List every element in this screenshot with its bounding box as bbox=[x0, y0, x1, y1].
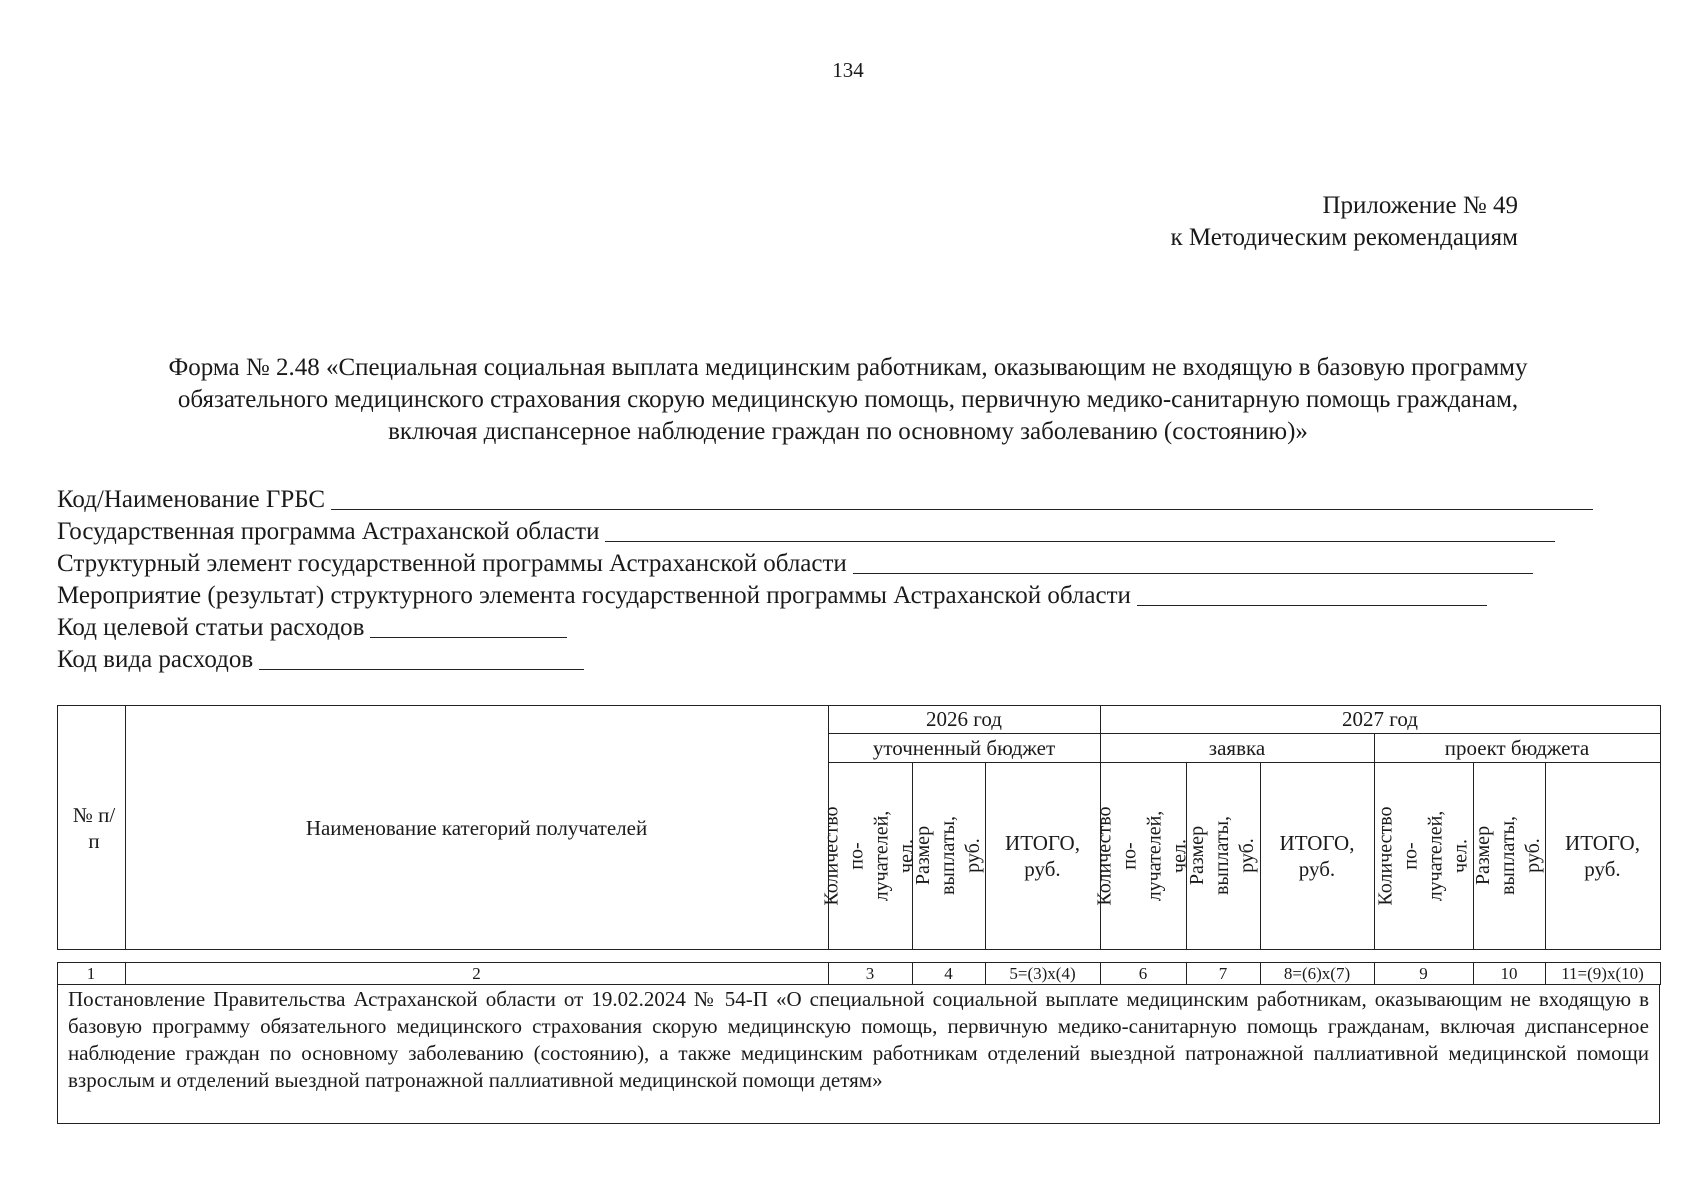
header-request: заявка bbox=[1208, 735, 1266, 760]
form-title-line-1: Форма № 2.48 «Специальная социальная выплата медицинским работникам, оказывающим не входящую в базовую программу bbox=[168, 354, 1528, 381]
field-program-label: Государственная программа Астраханской области bbox=[57, 518, 600, 545]
column-number-2: 2 bbox=[472, 964, 481, 983]
column-number-row bbox=[57, 962, 1660, 985]
header-recipients-2027-draft: Количество по- лучателей, чел. bbox=[1374, 805, 1472, 906]
budget-table-header bbox=[57, 705, 1660, 950]
field-target-article-blank[interactable] bbox=[370, 615, 567, 638]
field-measure bbox=[57, 580, 1487, 612]
field-structural-element-label: Структурный элемент государственной программы Астраханской области bbox=[57, 550, 847, 577]
header-recipients-2026: Количество по- лучателей, чел. bbox=[821, 805, 918, 906]
header-refined-budget: уточненный бюджет bbox=[872, 735, 1056, 760]
form-title bbox=[70, 352, 1626, 448]
header-recipients-2027-request: Количество по- лучателей, чел. bbox=[1094, 805, 1191, 906]
field-expense-type-label: Код вида расходов bbox=[57, 646, 254, 673]
column-number-8: 8=(6)х(7) bbox=[1283, 964, 1351, 983]
appendix-line-2: к Методическим рекомендациям bbox=[1170, 224, 1518, 251]
column-number-3: 3 bbox=[865, 964, 875, 983]
field-grbs bbox=[57, 484, 1593, 516]
page-number: 134 bbox=[832, 58, 864, 82]
field-measure-label: Мероприятие (результат) структурного элемента государственной программы Астраханской области bbox=[57, 582, 1131, 609]
header-payment-2027-draft: Размер выплаты, руб. bbox=[1472, 815, 1545, 896]
column-number-7: 7 bbox=[1218, 964, 1228, 983]
header-total-2027-request: ИТОГО, руб. bbox=[1279, 830, 1355, 881]
form-title-line-2: обязательного медицинского страхования скорую медицинскую помощь, первичную медико-санитарную помощь гражданам, bbox=[177, 386, 1519, 413]
column-number-11: 11=(9)х(10) bbox=[1561, 964, 1644, 983]
field-grbs-blank[interactable] bbox=[331, 487, 1593, 510]
header-total-2027-draft: ИТОГО, руб. bbox=[1565, 830, 1640, 881]
field-program bbox=[57, 516, 1555, 548]
field-grbs-label: Код/Наименование ГРБС bbox=[57, 486, 326, 513]
header-draft-budget: проект бюджета bbox=[1444, 735, 1590, 760]
column-number-6: 6 bbox=[1138, 964, 1148, 983]
appendix-line-1: Приложение № 49 bbox=[1322, 192, 1518, 219]
appendix-reference bbox=[1170, 190, 1518, 254]
column-number-10: 10 bbox=[1500, 964, 1518, 983]
decree-row: Постановление Правительства Астраханской области от 19.02.2024 № 54-П «О специальной социальной выплате медицинским работникам, оказывающим не входящую в базовую программу обязательного медицинского страхования скорую медицинскую помощь, первичную медико-санитарную помощь гражданам, включая диспансерное наблюдение граждан по основному заболеванию (состоянию), а также медицинским работникам отделений выездной патронажной паллиативной медицинской помощи взрослым и отделений выездной патронажной паллиативной медицинской помощи детям» bbox=[57, 984, 1660, 1124]
column-number-5: 5=(3)х(4) bbox=[1009, 964, 1076, 983]
header-payment-2027-request: Размер выплаты, руб. bbox=[1186, 815, 1259, 896]
field-program-blank[interactable] bbox=[605, 519, 1555, 542]
header-year-2027: 2027 год bbox=[1342, 707, 1418, 731]
field-expense-type-blank[interactable] bbox=[259, 647, 584, 670]
form-title-line-3: включая диспансерное наблюдение граждан по основному заболеванию (состоянию)» bbox=[388, 418, 1308, 445]
header-total-2026: ИТОГО, руб. bbox=[1005, 830, 1080, 881]
column-number-9: 9 bbox=[1419, 964, 1428, 983]
field-expense-type bbox=[57, 644, 584, 676]
header-year-2026: 2026 год bbox=[926, 707, 1002, 731]
field-measure-blank[interactable] bbox=[1137, 583, 1487, 606]
header-number: № п/п bbox=[72, 802, 116, 853]
field-target-article bbox=[57, 612, 567, 644]
header-category-name: Наименование категорий получателей bbox=[305, 815, 648, 840]
field-structural-element-blank[interactable] bbox=[853, 551, 1533, 574]
field-target-article-label: Код целевой статьи расходов bbox=[57, 614, 365, 641]
column-number-4: 4 bbox=[944, 964, 953, 983]
header-payment-2026: Размер выплаты, руб. bbox=[912, 815, 985, 896]
field-structural-element bbox=[57, 548, 1533, 580]
column-number-1: 1 bbox=[86, 964, 96, 983]
